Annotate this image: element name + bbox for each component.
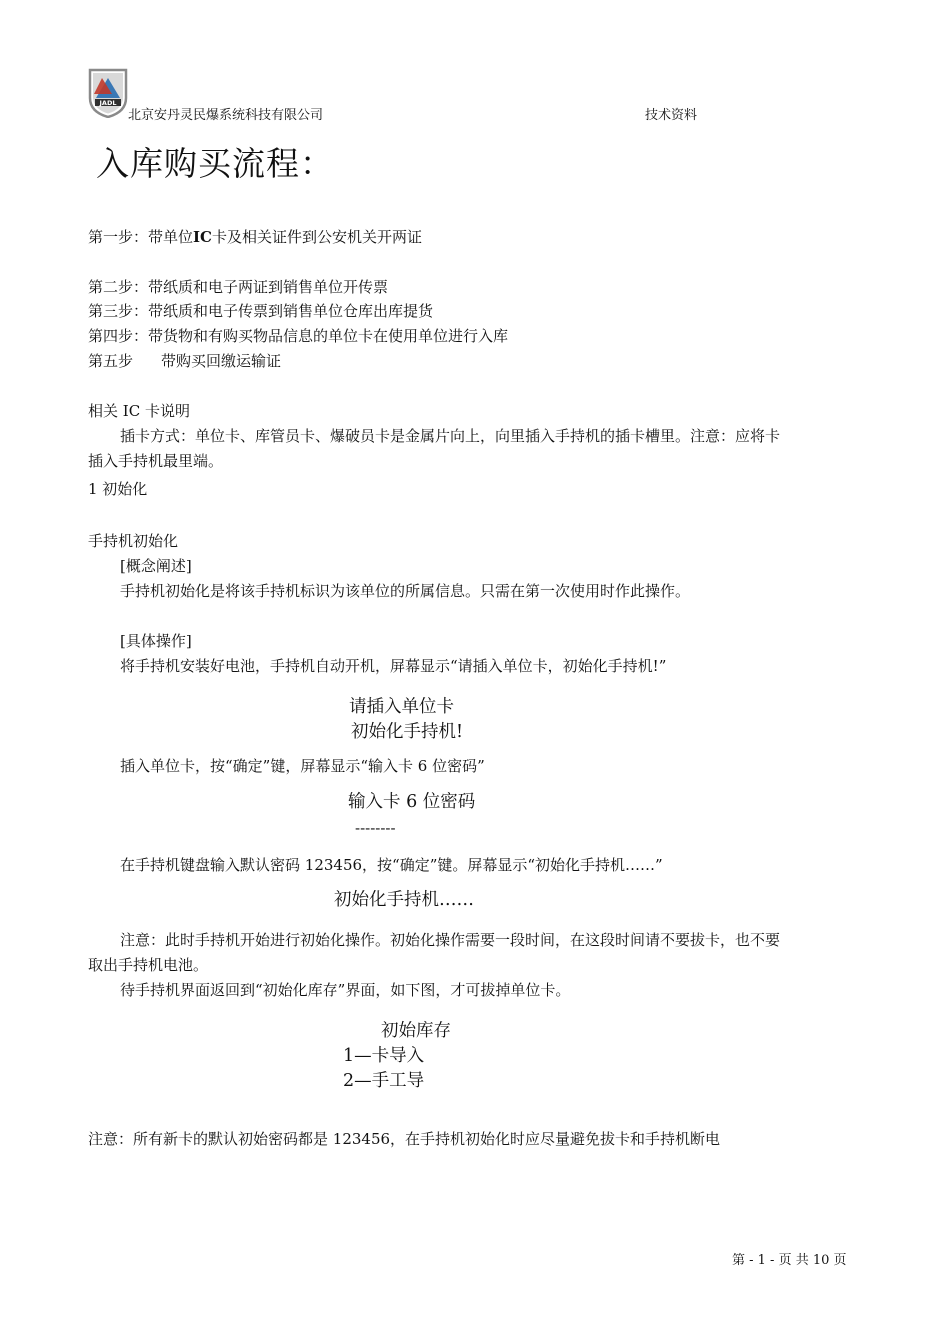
document-type: 技术资料 bbox=[645, 108, 698, 123]
company-name: 北京安丹灵民爆系统科技有限公司 bbox=[128, 108, 324, 123]
step-5-label: 第五步 bbox=[88, 352, 134, 370]
operation-4: 待手持机界面返回到“初始化库存”界面，如下图，才可拔掉单位卡。 bbox=[120, 981, 571, 999]
screen-4-line-1: 初始库存 bbox=[381, 1021, 451, 1041]
step-4: 第四步：带货物和有购买物品信息的单位卡在使用单位进行入库 bbox=[88, 327, 509, 345]
svg-text:JADL: JADL bbox=[99, 99, 117, 107]
screen-4-line-3: 2—手工导 bbox=[343, 1071, 425, 1091]
operation-3: 在手持机键盘输入默认密码 123456，按“确定”键。屏幕显示“初始化手持机……” bbox=[120, 856, 663, 874]
step-3: 第三步：带纸质和电子传票到销售单位仓库出库提货 bbox=[88, 302, 434, 320]
step-2: 第二步：带纸质和电子两证到销售单位开传票 bbox=[88, 278, 389, 296]
page-number: 第 - 1 - 页 共 10 页 bbox=[732, 1253, 847, 1268]
ic-section-heading: 相关 IC 卡说明 bbox=[88, 402, 190, 420]
screen-1-line-2: 初始化手持机! bbox=[351, 722, 464, 742]
concept-text: 手持机初始化是将该手持机标识为该单位的所属信息。只需在第一次使用时作此操作。 bbox=[120, 582, 691, 600]
operation-1: 将手持机安装好电池，手持机自动开机，屏幕显示“请插入单位卡，初始化手持机!” bbox=[120, 657, 667, 675]
concept-label: [概念阐述] bbox=[120, 557, 192, 575]
step-5 bbox=[88, 351, 281, 371]
screen-1-line-1: 请插入单位卡 bbox=[349, 697, 454, 717]
company-logo bbox=[86, 68, 130, 118]
screen-4-line-2: 1—卡导入 bbox=[343, 1046, 425, 1066]
step-1-suffix: 卡及相关证件到公安机关开两证 bbox=[211, 228, 422, 246]
operations-label: [具体操作] bbox=[120, 632, 192, 650]
page-title: 入库购买流程： bbox=[96, 144, 334, 183]
screen-3-line-1: 初始化手持机…… bbox=[334, 890, 474, 910]
screen-2-line-1: 输入卡 6 位密码 bbox=[348, 792, 476, 812]
final-note: 注意：所有新卡的默认初始密码都是 123456，在手持机初始化时应尽量避免拔卡和手持机断电 bbox=[88, 1130, 721, 1148]
handheld-init-heading: 手持机初始化 bbox=[88, 532, 179, 550]
step-1-ic: IC bbox=[193, 228, 212, 246]
note-1-line-2: 取出手持机电池。 bbox=[88, 956, 209, 974]
note-1-line-1: 注意：此时手持机开始进行初始化操作。初始化操作需要一段时间，在这段时间请不要拔卡，也不要 bbox=[120, 931, 781, 949]
step-1 bbox=[88, 227, 422, 247]
init-heading: 1 初始化 bbox=[88, 480, 148, 498]
operation-2: 插入单位卡，按“确定”键，屏幕显示“输入卡 6 位密码” bbox=[120, 757, 485, 775]
ic-insert-paragraph-line1: 插卡方式：单位卡、库管员卡、爆破员卡是金属片向上，向里插入手持机的插卡槽里。注意：应将卡 bbox=[120, 427, 781, 445]
ic-insert-paragraph-line2: 插入手持机最里端。 bbox=[88, 452, 224, 470]
step-1-prefix: 第一步：带单位 bbox=[88, 228, 194, 246]
screen-2-line-2: -------- bbox=[355, 819, 396, 837]
step-5-text: 带购买回缴运输证 bbox=[161, 352, 282, 370]
